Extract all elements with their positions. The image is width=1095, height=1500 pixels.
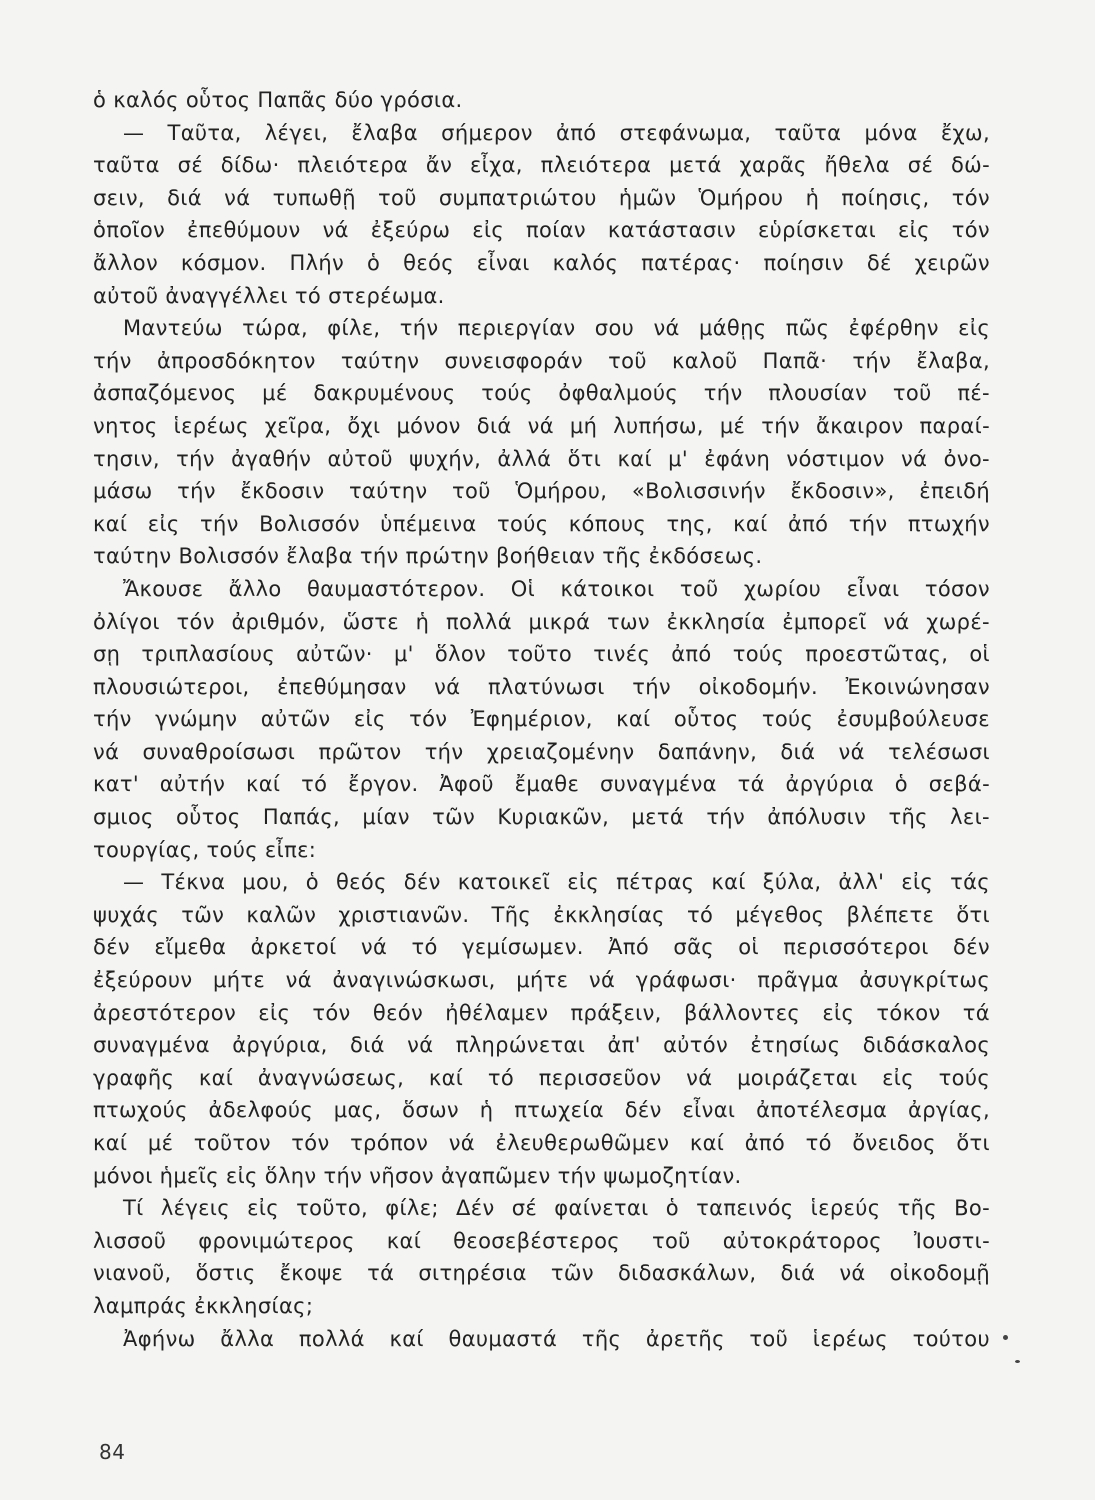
text-line: ὁ καλός οὗτος Παπᾶς δύο γρόσια.: [93, 88, 463, 112]
text-line: σμιος οὗτος Παπάς, μίαν τῶν Κυριακῶν, μετά τήν ἀπόλυσιν τῆς λει-: [93, 805, 990, 830]
text-line: συναγμένα ἀργύρια, διά νά πληρώνεται ἀπ' αὐτόν ἐτησίως διδάσκαλος: [93, 1033, 990, 1058]
text-line: λισσοῦ φρονιμώτερος καί θεοσεβέστερος τοῦ αὐτοκράτορος Ἰουστι-: [93, 1228, 990, 1253]
text-line: ταῦτα σέ δίδω· πλειότερα ἄν εἶχα, πλειότερα μετά χαρᾶς ἤθελα σέ δώ-: [93, 153, 990, 178]
body-text: [93, 84, 990, 1355]
text-line: ἀρεστότερον εἰς τόν θεόν ἠθέλαμεν πράξειν, βάλλοντες εἰς τόκον τά: [93, 1000, 990, 1025]
text-line: ἐξεύρουν μήτε νά ἀναγινώσκωσι, μήτε νά γράφωσι· πρᾶγμα ἀσυγκρίτως: [93, 968, 990, 993]
text-line: μάσω τήν ἔκδοσιν ταύτην τοῦ Ὁμήρου, «Βολισσινήν ἔκδοσιν», ἐπειδή: [93, 479, 990, 504]
text-line: νά συναθροίσωσι πρῶτον τήν χρειαζομένην δαπάνην, διά νά τελέσωσι: [93, 739, 990, 764]
text-line: ὀλίγοι τόν ἀριθμόν, ὥστε ἡ πολλά μικρά των ἐκκλησία ἐμπορεῖ νά χωρέ-: [93, 609, 990, 634]
text-line: νητος ἱερέως χεῖρα, ὄχι μόνον διά νά μή λυπήσω, μέ τήν ἄκαιρον παραί-: [93, 413, 990, 438]
text-line: κατ' αὐτήν καί τό ἔργον. Ἀφοῦ ἔμαθε συναγμένα τά ἀργύρια ὁ σεβά-: [93, 772, 990, 797]
text-line: ψυχάς τῶν καλῶν χριστιανῶν. Τῆς ἐκκλησίας τό μέγεθος βλέπετε ὅτι: [93, 902, 990, 927]
text-line: σειν, διά νά τυπωθῇ τοῦ συμπατριώτου ἡμῶν Ὁμήρου ἡ ποίησις, τόν: [93, 185, 990, 210]
text-line: τήν ἀπροσδόκητον ταύτην συνεισφοράν τοῦ καλοῦ Παπᾶ· τήν ἔλαβα,: [93, 348, 990, 373]
text-line: τήν γνώμην αὐτῶν εἰς τόν Ἐφημέριον, καί οὗτος τούς ἐσυμβούλευσε: [93, 707, 990, 732]
text-line: ταύτην Βολισσόν ἔλαβα τήν πρώτην βοήθειαν τῆς ἐκδόσεως.: [93, 544, 763, 569]
text-line: καί μέ τοῦτον τόν τρόπον νά ἐλευθερωθῶμεν καί ἀπό τό ὄνειδος ὅτι: [93, 1131, 990, 1155]
text-line: τησιν, τήν ἀγαθήν αὐτοῦ ψυχήν, ἀλλά ὅτι καί μ' ἐφάνη νόστιμον νά ὀνο-: [93, 446, 990, 471]
print-speck: [1003, 1335, 1008, 1340]
text-line: γραφῆς καί ἀναγνώσεως, καί τό περισσεῦον νά μοιράζεται εἰς τούς: [93, 1065, 990, 1090]
text-line: λαμπράς ἐκκλησίας;: [93, 1293, 314, 1318]
text-line: καί εἰς τήν Βολισσόν ὑπέμεινα τούς κόπους της, καί ἀπό τήν πτωχήν: [93, 511, 990, 536]
page-number: 84: [99, 1440, 126, 1464]
text-line: ἄλλον κόσμον. Πλήν ὁ θεός εἶναι καλός πατέρας· ποίησιν δέ χειρῶν: [93, 250, 990, 275]
text-line: — Ταῦτα, λέγει, ἔλαβα σήμερον ἀπό στεφάνωμα, ταῦτα μόνα ἔχω,: [123, 120, 990, 145]
text-line: δέν εἴμεθα ἀρκετοί νά τό γεμίσωμεν. Ἀπό σᾶς οἱ περισσότεροι δέν: [93, 935, 990, 960]
text-line: Τί λέγεις εἰς τοῦτο, φίλε; Δέν σέ φαίνεται ὁ ταπεινός ἱερεύς τῆς Βο-: [123, 1196, 990, 1221]
text-line: σῃ τριπλασίους αὐτῶν· μ' ὅλον τοῦτο τινές ἀπό τούς προεστῶτας, οἱ: [93, 642, 990, 667]
text-line: ὁποῖον ἐπεθύμουν νά ἐξεύρω εἰς ποίαν κατάστασιν εὑρίσκεται εἰς τόν: [93, 218, 990, 243]
text-line: ἀσπαζόμενος μέ δακρυμένους τούς ὀφθαλμούς τήν πλουσίαν τοῦ πέ-: [93, 381, 990, 406]
text-line: πτωχούς ἀδελφούς μας, ὅσων ἡ πτωχεία δέν εἶναι ἀποτέλεσμα ἀργίας,: [93, 1098, 990, 1123]
text-line: αὐτοῦ ἀναγγέλλει τό στερέωμα.: [93, 283, 445, 308]
text-line: Μαντεύω τώρα, φίλε, τήν περιεργίαν σου νά μάθῃς πῶς ἐφέρθην εἰς: [123, 316, 990, 341]
text-line: νιανοῦ, ὅστις ἔκοψε τά σιτηρέσια τῶν διδασκάλων, διά νά οἰκοδομῇ: [93, 1261, 990, 1286]
text-line: Ἀφήνω ἄλλα πολλά καί θαυμαστά τῆς ἀρετῆς τοῦ ἱερέως τούτου: [123, 1326, 990, 1351]
text-line: Ἄκουσε ἄλλο θαυμαστότερον. Οἱ κάτοικοι τοῦ χωρίου εἶναι τόσον: [123, 576, 990, 601]
print-speck: [1015, 1360, 1020, 1363]
text-line: μόνοι ἡμεῖς εἰς ὅλην τήν νῆσον ἀγαπῶμεν τήν ψωμοζητίαν.: [93, 1163, 742, 1188]
text-line: πλουσιώτεροι, ἐπεθύμησαν νά πλατύνωσι τήν οἰκοδομήν. Ἐκοινώνησαν: [93, 674, 990, 699]
text-line: — Τέκνα μου, ὁ θεός δέν κατοικεῖ εἰς πέτρας καί ξύλα, ἀλλ' εἰς τάς: [123, 870, 990, 895]
text-line: τουργίας, τούς εἶπε:: [93, 837, 317, 862]
